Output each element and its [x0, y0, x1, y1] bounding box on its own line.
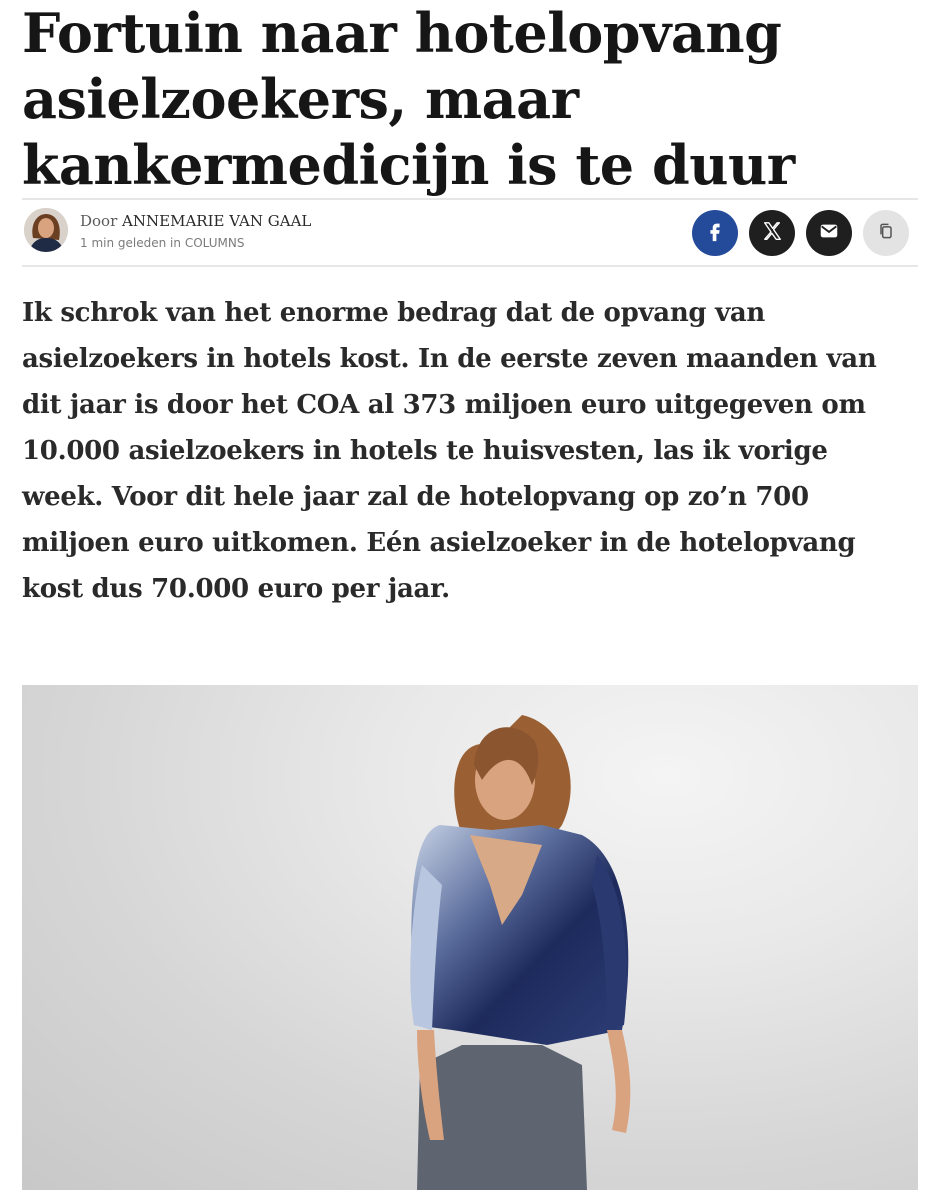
- facebook-icon: [704, 220, 726, 246]
- x-icon: [761, 220, 783, 246]
- share-facebook-button[interactable]: [692, 210, 738, 256]
- byline-prefix: Door: [80, 212, 118, 230]
- publish-time: 1 min geleden: [80, 236, 167, 250]
- divider-bottom: [22, 265, 918, 267]
- copy-link-button[interactable]: [863, 210, 909, 256]
- category-link[interactable]: COLUMNS: [184, 236, 245, 250]
- copy-icon: [876, 221, 896, 245]
- share-email-button[interactable]: [806, 210, 852, 256]
- author-line: [80, 212, 311, 230]
- author-name-link[interactable]: ANNEMARIE VAN GAAL: [122, 212, 312, 230]
- portrait-illustration: [22, 685, 918, 1190]
- category-prefix: in: [170, 236, 181, 250]
- mail-icon: [818, 220, 840, 246]
- article-headline: Fortuin naar hotelopvang asielzoekers, maar kankermedicijn is te duur: [22, 1, 795, 197]
- article-meta: [80, 236, 244, 250]
- article-lead: Ik schrok van het enorme bedrag dat de opvang van asielzoekers in hotels kost. In de eerste zeven maanden van dit jaar is door het COA al 373 miljoen euro uitgegeven om 10.000 asielzoekers in hotels te huisvesten, las ik vorige week. Voor dit hele jaar zal de hotelopvang op zo’n 700 miljoen euro uitkomen. Eén asielzoeker in de hotelopvang kost dus 70.000 euro per jaar.: [22, 298, 877, 604]
- byline: [22, 200, 918, 264]
- author-avatar[interactable]: [24, 208, 68, 252]
- share-x-button[interactable]: [749, 210, 795, 256]
- article-photo[interactable]: [22, 685, 918, 1190]
